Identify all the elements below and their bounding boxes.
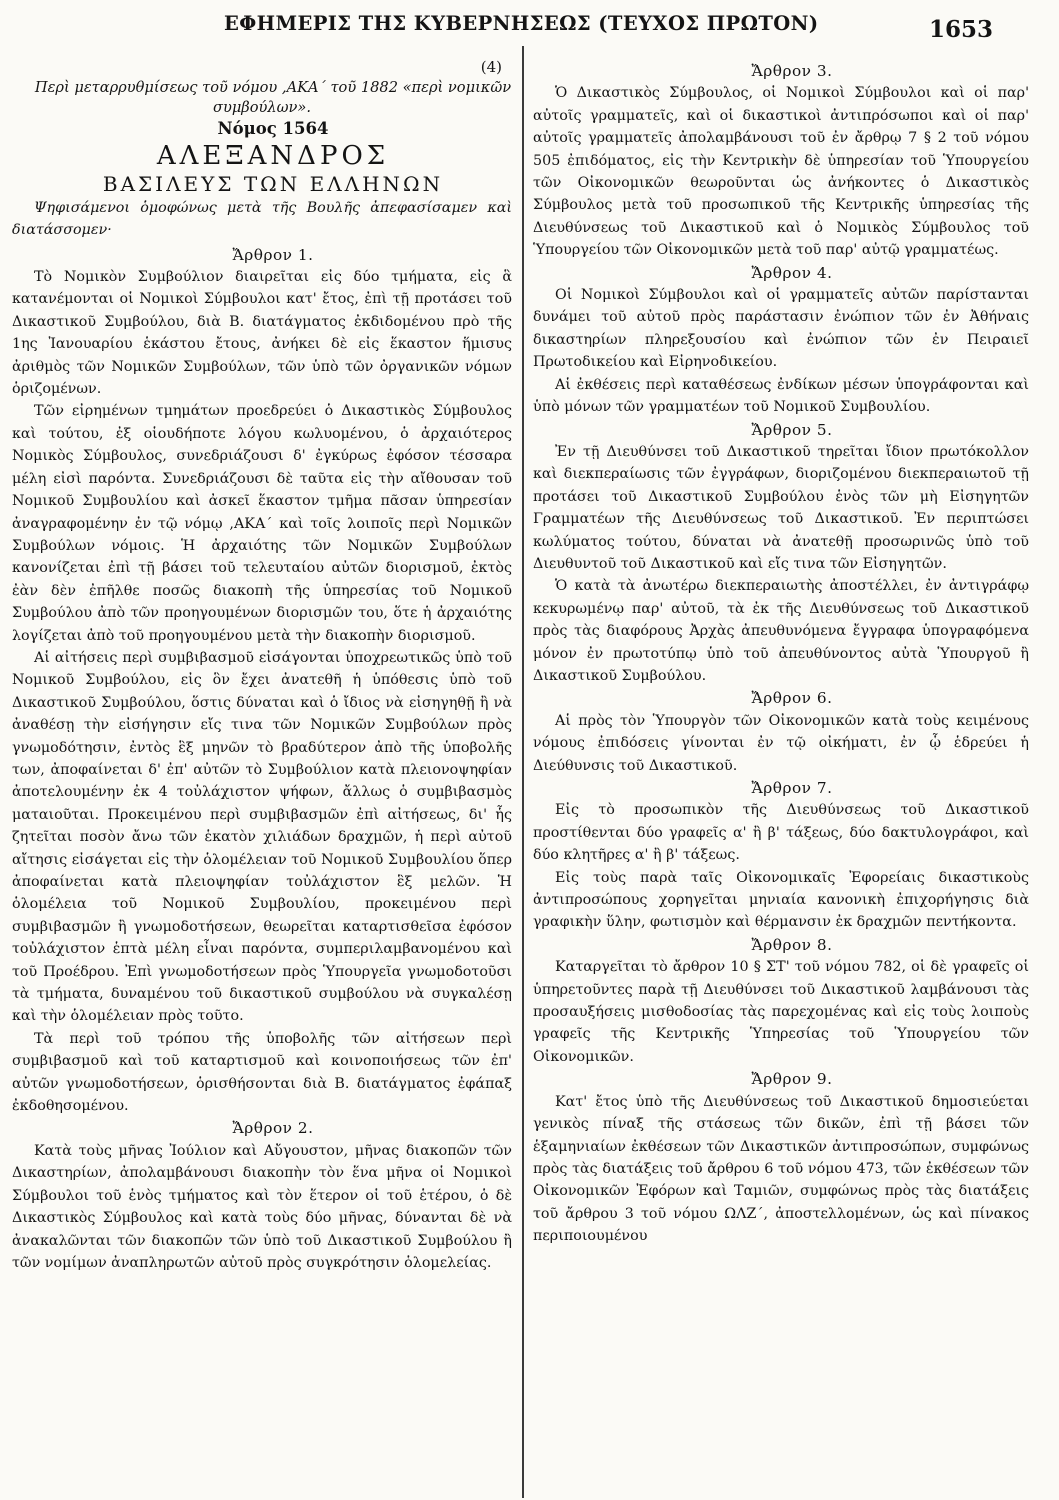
preamble: Ψηφισάμενοι ὁμοφώνως μετὰ τῆς Βουλῆς ἀπεφασίσαμεν καὶ διατάσσομεν· bbox=[12, 199, 512, 239]
article-9-heading: Ἄρθρον 9. bbox=[751, 1070, 833, 1089]
page-number: 1653 bbox=[928, 16, 993, 43]
article-5-heading: Ἄρθρον 5. bbox=[751, 420, 833, 439]
article-7-paragraph: Εἰς τὸ προσωπικὸν τῆς Διευθύνσεως τοῦ Δικαστικοῦ προστίθενται δύο γραφεῖς α' ἢ β' τάξεως, δύο δακτυλογράφοι, καὶ δύο κλητῆρες α' ἢ β' τάξεως. bbox=[533, 802, 1029, 864]
article-7-heading: Ἄρθρον 7. bbox=[751, 779, 833, 797]
article-1-paragraph: Τῶν εἰρημένων τμημάτων προεδρεύει ὁ Δικαστικὸς Σύμβουλος καὶ τούτου, ἐξ οἱουδήποτε λόγου κωλυομένου, ὁ ἀρχαιότερος Νομικὸς Σύμβουλος, συνεδριάζουσι δ' ἐγκύρως ἐφόσον τέσσαρα μέλη εἰσὶ παρόντα. Συνεδριάζουσι δὲ ταῦτα εἰς τὴν αἴθουσαν τοῦ Νομικοῦ Συμβουλίου καὶ ἀσκεῖ ἕκαστον τμῆμα πᾶσαν ὑπηρεσίαν ἀναγραφομένην ἐν τῷ νόμῳ ,ΑΚΑ΄ καὶ τοῖς λοιποῖς περὶ Νομικῶν Συμβούλων νόμοις. Ἡ ἀρχαιότης τῶν Νομικῶν Συμβούλων κανονίζεται ἐπὶ τῇ βάσει τοῦ τελευταίου αὐτῶν διορισμοῦ, ἐκτὸς ἐὰν δὲν ἐπῆλθε ποσῶς διακοπὴ τῆς ὑπηρεσίας τοῦ Νομικοῦ Συμβούλου ἀπὸ τῶν προηγουμένων διορισμῶν του, ὅτε ἡ ἀρχαιότης λογίζεται ἀπὸ τοῦ προηγουμένου μετὰ τὴν διακοπὴν διορισμοῦ. bbox=[12, 403, 512, 644]
article-1-paragraph: Αἱ αἰτήσεις περὶ συμβιβασμοῦ εἰσάγονται ὑποχρεωτικῶς ὑπὸ τοῦ Νομικοῦ Συμβούλου, εἰς ὃν ἔχει ἀνατεθῆ ἡ ὑπόθεσις ὑπὸ τοῦ Δικαστικοῦ Συμβούλου, ὅστις δύναται καὶ ὁ ἴδιος νὰ εἰσηγηθῇ ἢ νὰ ἀναθέσῃ τὴν εἰσήγησιν εἴς τινα τῶν Νομικῶν Συμβούλων πρὸς γνωμοδότησιν, ἐντὸς ἓξ μηνῶν τὸ βραδύτερον ἀπὸ τῆς ὑποβολῆς των, ἀποφαίνεται δ' ἐπ' αὐτῶν τὸ Συμβούλιον κατὰ πλειονοψηφίαν ἀποτελουμένην ἐκ 4 τοὐλάχιστον ψήφων, ἄλλως ὁ συμβιβασμὸς ματαιοῦται. Προκειμένου περὶ συμβιβασμῶν ἐπὶ αἰτήσεως, δι' ἧς ζητεῖται ποσὸν ἄνω τῶν ἑκατὸν χιλιάδων δραχμῶν, ἡ περὶ αὐτοῦ αἴτησις εἰσάγεται εἰς τὴν ὁλομέλειαν τοῦ Νομικοῦ Συμβουλίου ὅπερ ἀποφαίνεται κατὰ πλειοψηφίαν τοὐλάχιστον ἓξ μελῶν. Ἡ ὁλομέλεια τοῦ Νομικοῦ Συμβουλίου, προκειμένου περὶ συμβιβασμῶν ἢ γνωμοδοτήσεων, θεωρεῖται καταρτισθεῖσα ἐφόσον τοὐλάχιστον ἑπτὰ μέλη εἶναι παρόντα, συμπεριλαμβανομένου καὶ τοῦ Προέδρου. Ἐπὶ γνωμοδοτήσεων πρὸς Ὑπουργεῖα γνωμοδοτοῦσι τὰ τμήματα, δυναμένου τοῦ δικαστικοῦ συμβούλου νὰ συγκαλέσῃ καὶ τὴν ὁλομέλειαν πρὸς τοῦτο. bbox=[12, 649, 512, 1025]
article-6-paragraph: Αἱ πρὸς τὸν Ὑπουργὸν τῶν Οἰκονομικῶν κατὰ τοὺς κειμένους νόμους ἐπιδόσεις γίνονται ἐν τῷ οἰκήματι, ἐν ᾧ ἑδρεύει ἡ Διεύθυνσις τοῦ Δικαστικοῦ. bbox=[533, 712, 1029, 774]
law-subject: Περὶ μεταρρυθμίσεως τοῦ νόμου ,ΑΚΑ΄ τοῦ 1882 «περὶ νομικῶν συμβούλων». bbox=[34, 79, 512, 117]
page-header bbox=[0, 6, 1059, 43]
right-column bbox=[533, 58, 1029, 1248]
article-6-heading: Ἄρθρον 6. bbox=[751, 689, 833, 708]
article-3-paragraph: Ὁ Δικαστικὸς Σύμβουλος, οἱ Νομικοὶ Σύμβουλοι καὶ οἱ παρ' αὐτοῖς γραμματεῖς, καὶ οἱ δικαστικοὶ ἀντιπρόσωποι καὶ οἱ παρ' αὐτοῖς γραμματεῖς ἀπολαμβάνουσι τοῦ ἐν ἄρθρῳ 7 § 2 τοῦ νόμου 505 ἐπιδόματος, εἰς τὴν Κεντρικὴν δὲ ὑπηρεσίαν τοῦ Ὑπουργείου τῶν Οἰκονομικῶν θεωροῦνται ὡς ἀνήκοντες ὁ Δικαστικὸς Σύμβουλος μετὰ τοῦ προσωπικοῦ τῆς Κεντρικῆς ὑπηρεσίας τῆς Διευθύνσεως τοῦ Δικαστικοῦ καὶ ὁ Νομικὸς Σύμβουλος τοῦ Ὑπουργείου τῶν Οἰκονομικῶν μετὰ τοῦ παρ' αὐτῷ γραμματέως. bbox=[533, 85, 1029, 259]
column-divider bbox=[522, 46, 524, 1498]
law-sequence-number: (4) bbox=[480, 58, 502, 76]
article-3-heading: Ἄρθρον 3. bbox=[751, 62, 833, 80]
article-5-paragraph: Ὁ κατὰ τὰ ἀνωτέρω διεκπεραιωτὴς ἀποστέλλει, ἐν ἀντιγράφῳ κεκυρωμένῳ παρ' αὐτοῦ, τὰ ἐκ τῆς Διευθύνσεως τοῦ Δικαστικοῦ πρὸς τὰς διαφόρους Ἀρχὰς ἀπευθυνόμενα ἔγγραφα ὑπογραφόμενα μόνον ἐν πρωτοτύπῳ ὑπὸ τοῦ ἀπευθύνοντος αὐτὰ Ὑπουργοῦ ἢ Δικαστικοῦ Συμβούλου. bbox=[533, 578, 1029, 684]
article-4-heading: Ἄρθρον 4. bbox=[751, 263, 833, 282]
gazette-title: ΕΦΗΜΕΡΙΣ ΤΗΣ ΚΥΒΕΡΝΗΣΕΩΣ (ΤΕΥΧΟΣ ΠΡΩΤΟΝ) bbox=[224, 12, 819, 35]
article-1-heading: Ἄρθρον 1. bbox=[232, 245, 314, 264]
left-column bbox=[12, 56, 512, 1274]
article-8-heading: Ἄρθρον 8. bbox=[751, 935, 833, 954]
article-4-paragraph: Οἱ Νομικοὶ Σύμβουλοι καὶ οἱ γραμματεῖς αὐτῶν παρίστανται δυνάμει τοῦ αὐτοῦ πρὸς παράστασιν ἐνώπιον τῶν ἐν Ἀθήναις δικαστηρίων πληρεξουσίου καὶ ἐνώπιον τῶν ἐν Πειραιεῖ Πρωτοδικείου καὶ Εἰρηνοδικείου. bbox=[533, 287, 1029, 371]
article-2-paragraph: Κατὰ τοὺς μῆνας Ἰούλιον καὶ Αὔγουστον, μῆνας διακοπῶν τῶν Δικαστηρίων, ἀπολαμβάνουσι διακοπὴν τὸν ἕνα μῆνα οἱ Νομικοὶ Σύμβουλοι τοῦ ἑνὸς τμήματος καὶ τὸν ἕτερον οἱ τοῦ ἑτέρου, ὁ δὲ Δικαστικὸς Σύμβουλος καὶ κατὰ τοὺς δύο μῆνας, δύνανται δὲ νὰ ἀνακαλῶνται τῶν διακοπῶν τῶν ὑπὸ τοῦ Δικαστικοῦ Συμβούλου ἢ τῶν νομίμων ἀναπληρωτῶν αὐτοῦ πρὸς συγκρότησιν ὁλομελείας. bbox=[12, 1142, 512, 1271]
article-2-heading: Ἄρθρον 2. bbox=[232, 1119, 314, 1138]
article-1-paragraph: Τὰ περὶ τοῦ τρόπου τῆς ὑποβολῆς τῶν αἰτήσεων περὶ συμβιβασμοῦ καὶ τοῦ καταρτισμοῦ καὶ κοινοποιήσεως τῶν ἐπ' αὐτῶν γνωμοδοτήσεων, ὁρισθήσονται διὰ Β. διατάγματος ἐφάπαξ ἐκδοθησομένου. bbox=[12, 1030, 512, 1115]
article-8-paragraph: Καταργεῖται τὸ ἄρθρον 10 § ΣΤ' τοῦ νόμου 782, οἱ δὲ γραφεῖς οἱ ὑπηρετοῦντες παρὰ τῇ Διευθύνσει τοῦ Δικαστικοῦ λαμβάνουσι τὰς προσαυξήσεις μισθοδοσίας τὰς παρεχομένας καὶ εἰς τοὺς λοιποὺς γραφεῖς τῆς Κεντρικῆς Ὑπηρεσίας τοῦ Ὑπουργείου τῶν Οἰκονομικῶν. bbox=[533, 959, 1029, 1065]
article-1-paragraph: Τὸ Νομικὸν Συμβούλιον διαιρεῖται εἰς δύο τμήματα, εἰς ἃ κατανέμονται οἱ Νομικοὶ Σύμβουλοι κατ' ἔτος, ἐπὶ τῇ προτάσει τοῦ Δικαστικοῦ Συμβούλου, διὰ Β. διατάγματος ἐκδιδομένου πρὸ τῆς 1ης Ἰανουαρίου ἑκάστου ἔτους, ἀνήκει δὲ εἰς ἕκαστον ἥμισυς ἀριθμὸς τῶν Νομικῶν Συμβούλων, τῶν ὑπὸ τῶν ὀργανικῶν νόμων ὁριζομένων. bbox=[12, 269, 512, 398]
article-5-paragraph: Ἐν τῇ Διευθύνσει τοῦ Δικαστικοῦ τηρεῖται ἴδιον πρωτόκολλον καὶ διεκπεραίωσις τῶν ἐγγράφων, διοριζομένου διεκπεραιωτοῦ τῇ προτάσει τοῦ Δικαστικοῦ Συμβούλου ἑνὸς τῶν μὴ Εἰσηγητῶν Γραμματέων τῆς Διευθύνσεως τοῦ Δικαστικοῦ. Ἐν περιπτώσει κωλύματος τούτου, δύναται νὰ ἀνατεθῇ προσωρινῶς ὑπὸ τοῦ Διευθυντοῦ τοῦ Δικαστικοῦ καὶ εἴς τινα τῶν Εἰσηγητῶν. bbox=[533, 443, 1029, 572]
article-7-paragraph: Εἰς τοὺς παρὰ ταῖς Οἰκονομικαῖς Ἐφορείαις δικαστικοὺς ἀντιπροσώπους χορηγεῖται μηνιαία κανονικὴ ἐπιχορήγησις διὰ γραφικὴν ὕλην, φωτισμὸν καὶ θέρμανσιν ἐκ δραχμῶν πεντήκοντα. bbox=[533, 869, 1029, 931]
law-title: Νόμος 1564 bbox=[217, 119, 329, 139]
king-name: ΑΛΕΞΑΝΔΡΟΣ bbox=[156, 140, 390, 171]
king-title: ΒΑΣΙΛΕΥΣ ΤΩΝ ΕΛΛΗΝΩΝ bbox=[102, 171, 444, 196]
article-4-paragraph: Αἱ ἐκθέσεις περὶ καταθέσεως ἐνδίκων μέσων ὑπογράφονται καὶ ὑπὸ μόνων τῶν γραμματέων τοῦ Νομικοῦ Συμβουλίου. bbox=[533, 376, 1029, 416]
article-9-paragraph: Κατ' ἔτος ὑπὸ τῆς Διευθύνσεως τοῦ Δικαστικοῦ δημοσιεύεται γενικὸς πίναξ τῆς στάσεως τῶν δικῶν, ἐπὶ τῇ βάσει τῶν ἑξαμηνιαίων ἐκθέσεων τῶν Δικαστικῶν ἀντιπροσώπων, συμφώνως πρὸς τὰς διατάξεις τοῦ ἄρθρου 6 τοῦ νόμου 473, τῶν ἐκθέσεων τῶν Οἰκονομικῶν Ἐφόρων καὶ Ταμιῶν, συμφώνως πρὸς τὰς διατάξεις τοῦ ἄρθρου 3 τοῦ νόμου ΩΛΖ΄, ἀποστελλομένων, ὡς καὶ πίνακος περιποιουμένου bbox=[533, 1093, 1029, 1245]
